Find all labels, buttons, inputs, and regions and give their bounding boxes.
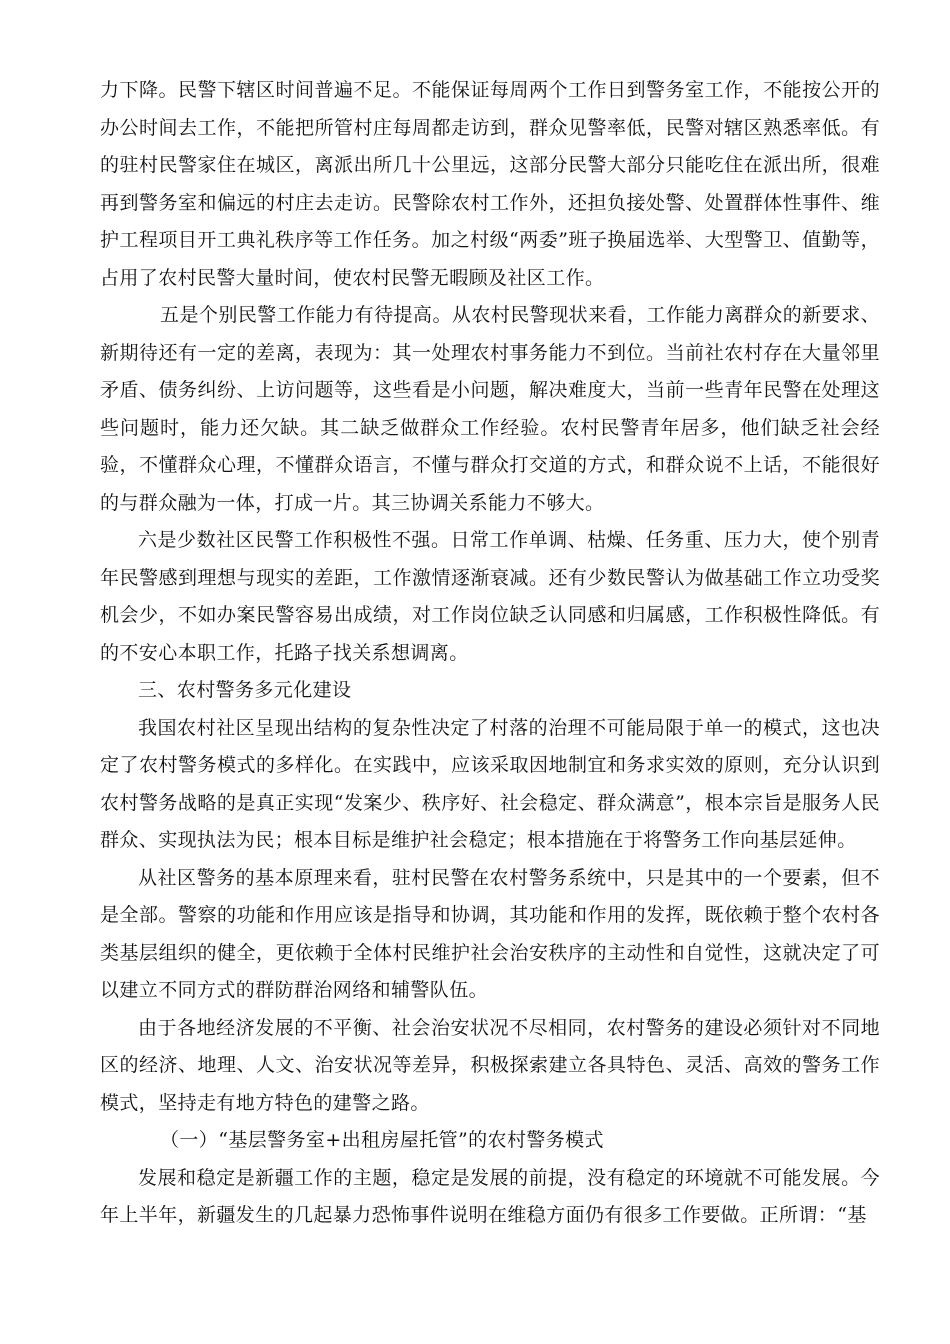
paragraph-xinjiang-stability: 发展和稳定是新疆工作的主题，稳定是发展的前提，没有稳定的环境就不可能发展。今年上半年，新疆发生的几起暴力恐怖事件说明在维稳方面仍有很多工作要做。正所谓：“基 [100,1166,880,1226]
paragraph-point-five-ability: 五是个别民警工作能力有待提高。从农村民警现状来看，工作能力离群众的新要求、新期待还有一定的差离，表现为：其一处理农村事务能力不到位。当前社农村存在大量邻里矛盾、债务纠纷、上访问题等，这些看是小问题，解决难度大，当前一些青年民警在处理这些问题时，能力还欠缺。其二缺乏做群众工作经验。农村民警青年居多，他们缺乏社会经验，不懂群众心理，不懂群众语言，不懂与群众打交道的方式，和群众说不上话，不能很好的与群众融为一体，打成一片。其三协调关系能力不够大。 [100,304,880,514]
paragraph-continued-time-shortage: 力下降。民警下辖区时间普遍不足。不能保证每周两个工作日到警务室工作，不能按公开的办公时间去工作，不能把所管村庄每周都走访到，群众见警率低，民警对辖区熟悉率低。有的驻村民警家住在城区，离派出所几十公里远，这部分民警大部分只能吃住在派出所，很难再到警务室和偏远的村庄去走访。民警除农村工作外，还担负接处警、处置群体性事件、维护工程项目开工典礼秩序等工作任务。加之村级“两委”班子换届选举、大型警卫、值勤等，占用了农村民警大量时间，使农村民警无暇顾及社区工作。 [100,79,880,289]
paragraph-regional-differences: 由于各地经济发展的不平衡、社会治安状况不尽相同，农村警务的建设必须针对不同地区的经济、地理、人文、治安状况等差异，积极探索建立各具特色、灵活、高效的警务工作模式，坚持走有地方特色的建警之路。 [100,1016,880,1114]
paragraph-rural-community-structure: 我国农村社区呈现出结构的复杂性决定了村落的治理不可能局限于单一的模式，这也决定了农村警务模式的多样化。在实践中，应该采取因地制宜和务求实效的原则，充分认识到农村警务战略的是真正实现“发案少、秩序好、社会稳定、群众满意”，根本宗旨是服务人民群众、实现执法为民；根本目标是维护社会稳定；根本措施在于将警务工作向基层延伸。 [100,716,880,851]
paragraph-point-six-motivation: 六是少数社区民警工作积极性不强。日常工作单调、枯燥、任务重、压力大，使个别青年民警感到理想与现实的差距，工作激情逐渐衰减。还有少数民警认为做基础工作立功受奖机会少，不如办案民警容易出成绩，对工作岗位缺乏认同感和归属感，工作积极性降低。有的不安心本职工作，托路子找关系想调离。 [100,529,880,664]
subsection-heading-one: （一）“基层警务室+出租房屋托管”的农村警务模式 [160,1129,604,1151]
paragraph-community-policing-principle: 从社区警务的基本原理来看，驻村民警在农村警务系统中，只是其中的一个要素，但不是全部。警察的功能和作用应该是指导和协调，其功能和作用的发挥，既依赖于整个农村各类基层组织的健全，更依赖于全体村民维护社会治安秩序的主动性和自觉性，这就决定了可以建立不同方式的群防群治网络和辅警队伍。 [100,866,880,1001]
document-page [100,72,880,1235]
section-heading-three: 三、农村警务多元化建设 [138,679,352,701]
